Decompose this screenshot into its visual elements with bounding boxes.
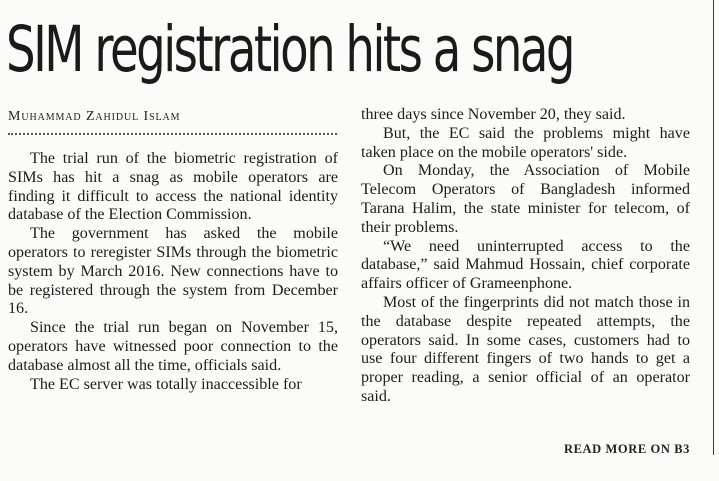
- paragraph: The government has asked the mobile operators to reregister SIMs through the biometric system by March 2016. New connections have to be registered through the system from December 16.: [8, 225, 338, 318]
- headline: SIM registration hits a snag: [6, 13, 574, 86]
- paragraph: The EC server was totally inaccessible for: [30, 375, 302, 393]
- paragraph-continued: three days since November 20, they said.: [361, 106, 626, 123]
- read-more-link[interactable]: READ MORE ON B3: [563, 442, 690, 456]
- article-column-right: [361, 106, 690, 407]
- paragraph: Since the trial run began on November 15, operators have witnessed poor connection to the database almost all the time, officials said.: [8, 319, 338, 374]
- paragraph: The trial run of the biometric registration of SIMs has hit a snag as mobile operators are finding it difficult to access the national identity database of the Election Commission.: [8, 150, 338, 224]
- byline-separator: [8, 133, 337, 135]
- article-column-left: [8, 150, 338, 394]
- paragraph: Most of the fingerprints did not match those in the database despite repeated attempts, the operators said. In some cases, customers had to use four different fingers of two hands to get a proper reading, a senior official of an operator said.: [361, 293, 690, 405]
- paragraph: “We need uninterrupted access to the database,” said Mahmud Hossain, chief corporate affairs officer of Grameenphone.: [361, 237, 690, 293]
- byline: Muhammad Zahidul Islam: [8, 109, 181, 124]
- paragraph: But, the EC said the problems might have taken place on the mobile operators' side.: [361, 124, 690, 161]
- paragraph: On Monday, the Association of Mobile Telecom Operators of Bangladesh informed Tarana Halim, the state minister for telecom, of their problems.: [361, 162, 690, 236]
- edge-rule: [713, 0, 714, 455]
